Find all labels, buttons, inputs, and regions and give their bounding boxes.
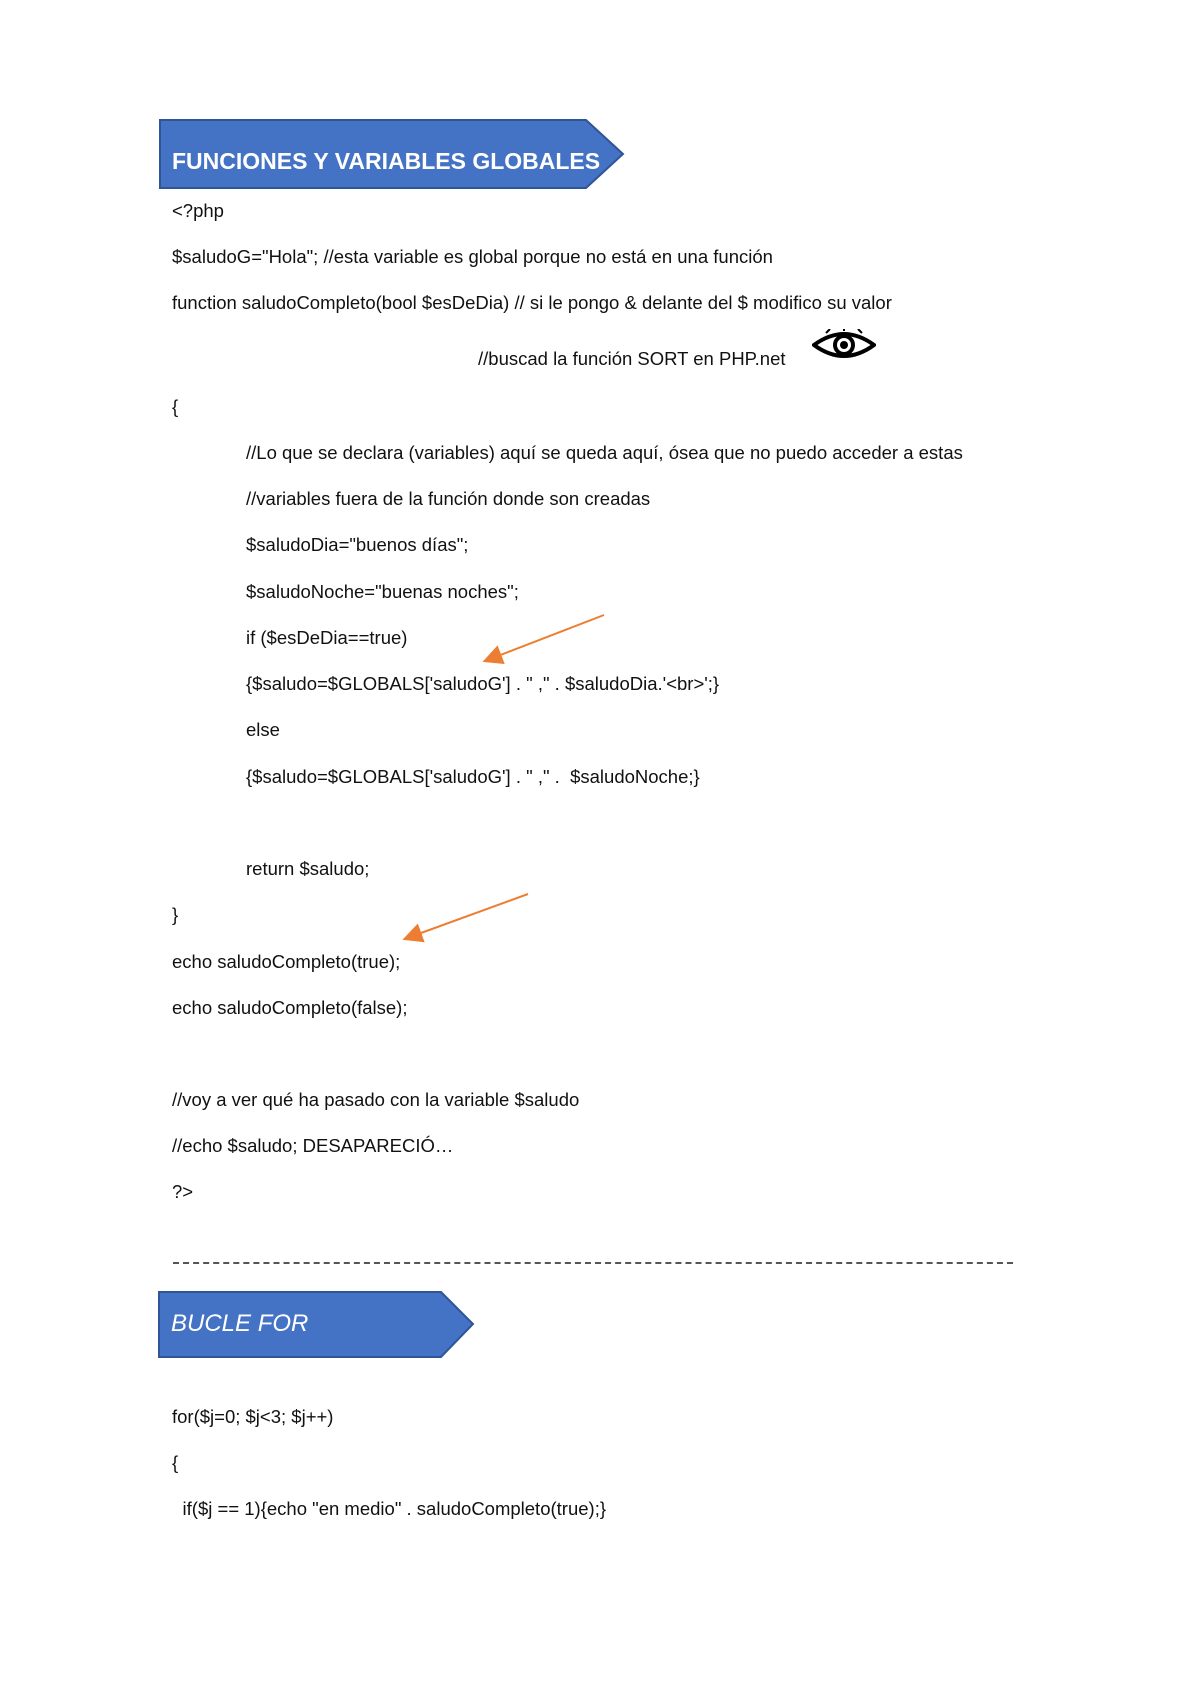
code-line: echo saludoCompleto(true); bbox=[172, 951, 401, 972]
code-line: if ($esDeDia==true) bbox=[246, 627, 408, 648]
code-line: $saludoNoche="buenas noches"; bbox=[246, 581, 519, 602]
code-line: $saludoDia="buenos días"; bbox=[246, 534, 469, 555]
code-line: for($j=0; $j<3; $j++) bbox=[172, 1406, 334, 1427]
section-banner-functions bbox=[158, 118, 625, 190]
section-banner-for-loop bbox=[157, 1290, 475, 1359]
code-line: {$saludo=$GLOBALS['saludoG'] . " ," . $saludoNoche;} bbox=[246, 766, 700, 787]
section-title: BUCLE FOR bbox=[171, 1310, 309, 1337]
eye-icon bbox=[812, 329, 876, 366]
code-line: function saludoCompleto(bool $esDeDia) // si le pongo & delante del $ modifico su valor bbox=[172, 292, 892, 313]
code-line: { bbox=[172, 396, 179, 417]
code-line: { bbox=[172, 1452, 179, 1473]
code-line: //Lo que se declara (variables) aquí se queda aquí, ósea que no puedo acceder a estas bbox=[246, 442, 963, 463]
code-line: ?> bbox=[172, 1181, 194, 1202]
code-line: $saludoG="Hola"; //esta variable es global porque no está en una función bbox=[172, 246, 773, 267]
code-line: //voy a ver qué ha pasado con la variable $saludo bbox=[172, 1089, 580, 1110]
code-line: else bbox=[246, 719, 280, 740]
code-line: if($j == 1){echo "en medio" . saludoCompleto(true);} bbox=[162, 1498, 607, 1519]
code-line: <?php bbox=[172, 200, 224, 221]
code-line: echo saludoCompleto(false); bbox=[172, 997, 408, 1018]
section-separator bbox=[173, 1262, 1013, 1264]
code-line: //variables fuera de la función donde son creadas bbox=[246, 488, 651, 509]
code-line: } bbox=[172, 904, 179, 925]
code-line: {$saludo=$GLOBALS['saludoG'] . " ," . $saludoDia.'<br>';} bbox=[246, 673, 720, 694]
section-title: FUNCIONES Y VARIABLES GLOBALES bbox=[172, 148, 601, 174]
code-comment-sort: //buscad la función SORT en PHP.net bbox=[478, 348, 786, 369]
code-line: //echo $saludo; DESAPARECIÓ… bbox=[172, 1135, 454, 1156]
code-line: return $saludo; bbox=[246, 858, 370, 879]
